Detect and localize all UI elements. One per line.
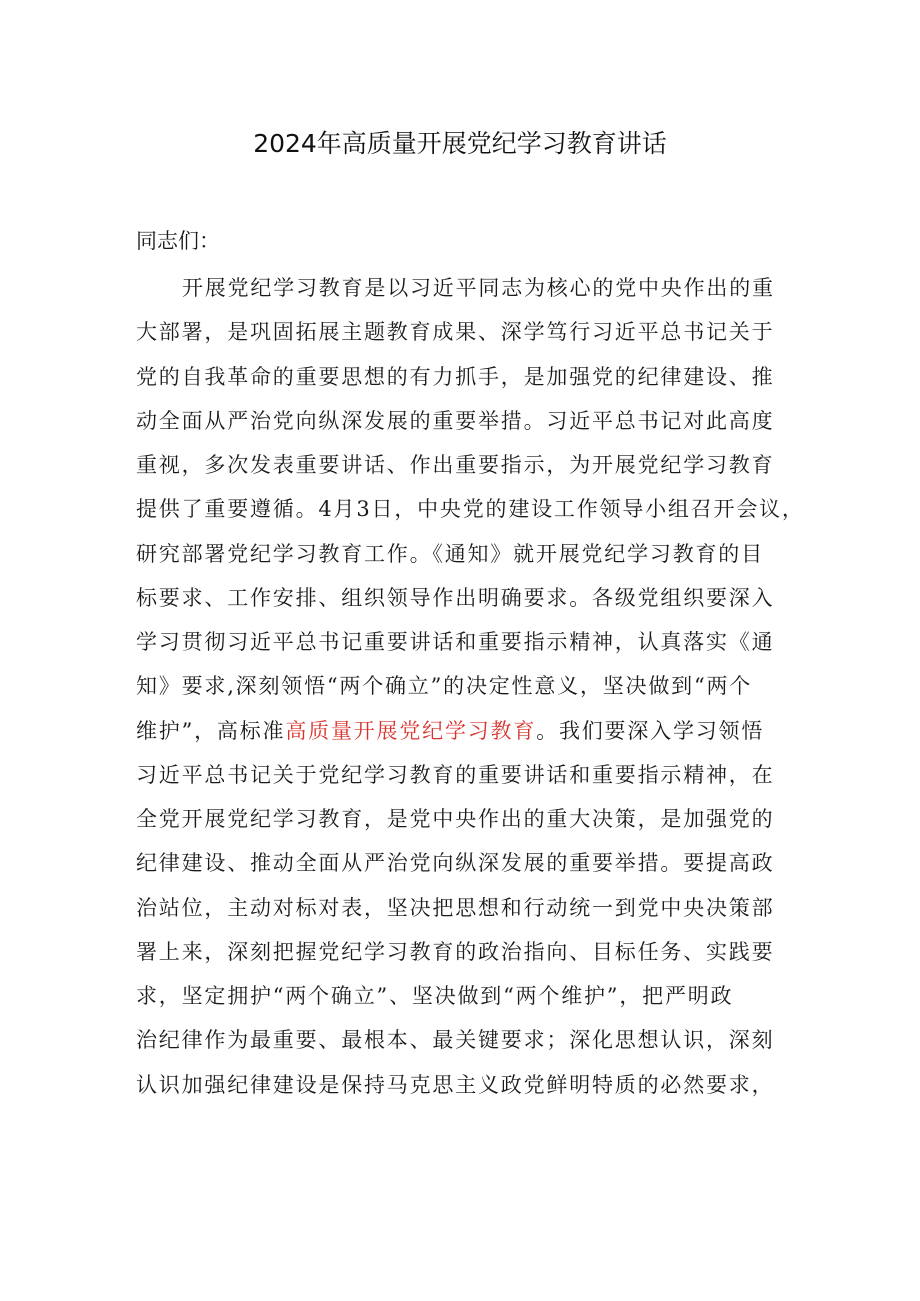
paragraph-line: 求，坚定拥护“两个确立”、坚决做到“两个维护”，把严明政 [136, 984, 734, 1008]
paragraph-line: 重视，多次发表重要讲话、作出重要指示，为开展党纪学习教育 [136, 453, 775, 477]
line-text-before: 维护”，高标准 [136, 718, 286, 743]
paragraph-line: 提供了重要遵循。4月3日，中央党的建设工作领导小组召开会议， [136, 497, 805, 522]
paragraph-line: 党的自我革命的重要思想的有力抓手，是加强党的纪律建设、推 [136, 364, 775, 389]
body-paragraph [136, 266, 805, 1107]
paragraph-line: 开展党纪学习教育是以习近平同志为核心的党中央作出的重 [182, 276, 775, 300]
paragraph-line: 动全面从严治党向纵深发展的重要举措。习近平总书记对此高度 [136, 408, 775, 433]
line-text-after: 。我们要深入学习领悟 [536, 718, 765, 743]
paragraph-line: 全党开展党纪学习教育，是党中央作出的重大决策，是加强党的 [136, 807, 775, 831]
document-title: 2024年高质量开展党纪学习教育讲话 [253, 129, 667, 158]
paragraph-line: 大部署，是巩固拓展主题教育成果、深学笃行习近平总书记关于 [136, 320, 775, 345]
paragraph-line-highlighted [136, 709, 796, 753]
paragraph-line: 习近平总书记关于党纪学习教育的重要讲话和重要指示精神，在 [136, 762, 775, 787]
paragraph-line: 纪律建设、推动全面从严治党向纵深发展的重要举措。要提高政 [136, 851, 775, 876]
paragraph-line: 治站位，主动对标对表，坚决把思想和行动统一到党中央决策部 [136, 895, 775, 920]
paragraph-line: 认识加强纪律建设是保持马克思主义政党鲜明特质的必然要求， [136, 1072, 775, 1097]
paragraph-line: 标要求、工作安排、组织领导作出明确要求。各级党组织要深入 [136, 585, 775, 610]
highlighted-phrase: 高质量开展党纪学习教育 [285, 718, 537, 743]
paragraph-line: 署上来，深刻把握党纪学习教育的政治指向、目标任务、实践要 [136, 939, 775, 964]
paragraph-line: 学习贯彻习近平总书记重要讲话和重要指示精神，认真落实《通 [136, 630, 775, 654]
paragraph-line: 研究部署党纪学习教育工作。《通知》就开展党纪学习教育的目 [136, 541, 764, 566]
paragraph-line: 知》要求,深刻领悟“两个确立”的决定性意义，坚决做到“两个 [136, 674, 753, 699]
paragraph-line: 治纪律作为最重要、最根本、最关键要求；深化思想认识，深刻 [136, 1028, 775, 1053]
salutation: 同志们： [136, 229, 220, 253]
